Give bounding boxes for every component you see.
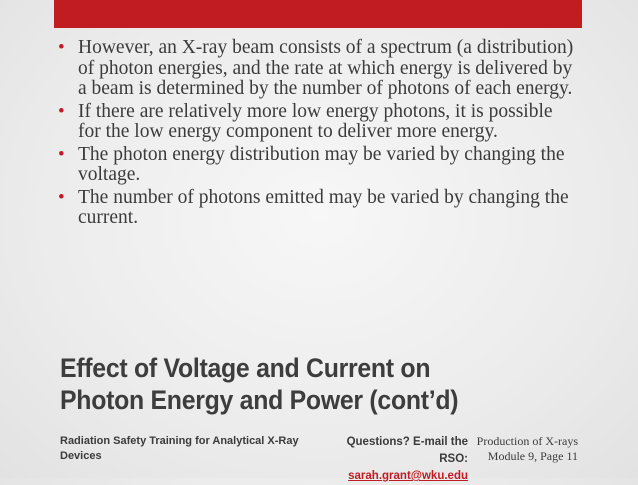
bullet-list <box>58 38 578 231</box>
bullet-icon: • <box>58 143 65 165</box>
bullet-icon: • <box>58 186 65 208</box>
bullet-text: However, an X-ray beam consists of a spectrum (a distribution) of photon energies, and the rate at which energy is delivered by a beam is determined by the number of photons of each energy. <box>78 37 574 99</box>
bullet-item <box>58 188 578 229</box>
slide-title-line-2: Photon Energy and Power (cont’d) <box>60 385 459 415</box>
footer-page-number: Module 9, Page 11 <box>487 449 578 463</box>
footer-questions-text: Questions? E-mail the RSO: <box>346 436 468 465</box>
rso-email-link[interactable]: sarah.grant@wku.edu <box>348 470 468 482</box>
bullet-text: If there are relatively more low energy photons, it is possible for the low energy component to deliver more energy. <box>78 100 553 142</box>
footer-module-info <box>470 434 578 464</box>
bullet-text: The photon energy distribution may be varied by changing the voltage. <box>78 143 565 185</box>
bullet-item <box>58 102 578 143</box>
top-accent-bar <box>54 0 582 28</box>
bullet-item <box>58 145 578 186</box>
bullet-text: The number of photons emitted may be varied by changing the current. <box>78 186 569 228</box>
bullet-icon: • <box>58 37 65 58</box>
slide-title-line-1: Effect of Voltage and Current on <box>60 353 431 383</box>
bullet-item <box>58 38 578 100</box>
bullet-icon: • <box>58 100 65 122</box>
footer-course-name: Radiation Safety Training for Analytical X-Ray Devices <box>60 435 299 462</box>
footer-module-title: Production of X-rays <box>476 434 578 448</box>
slide-title <box>60 352 538 416</box>
footer-contact <box>318 434 468 485</box>
